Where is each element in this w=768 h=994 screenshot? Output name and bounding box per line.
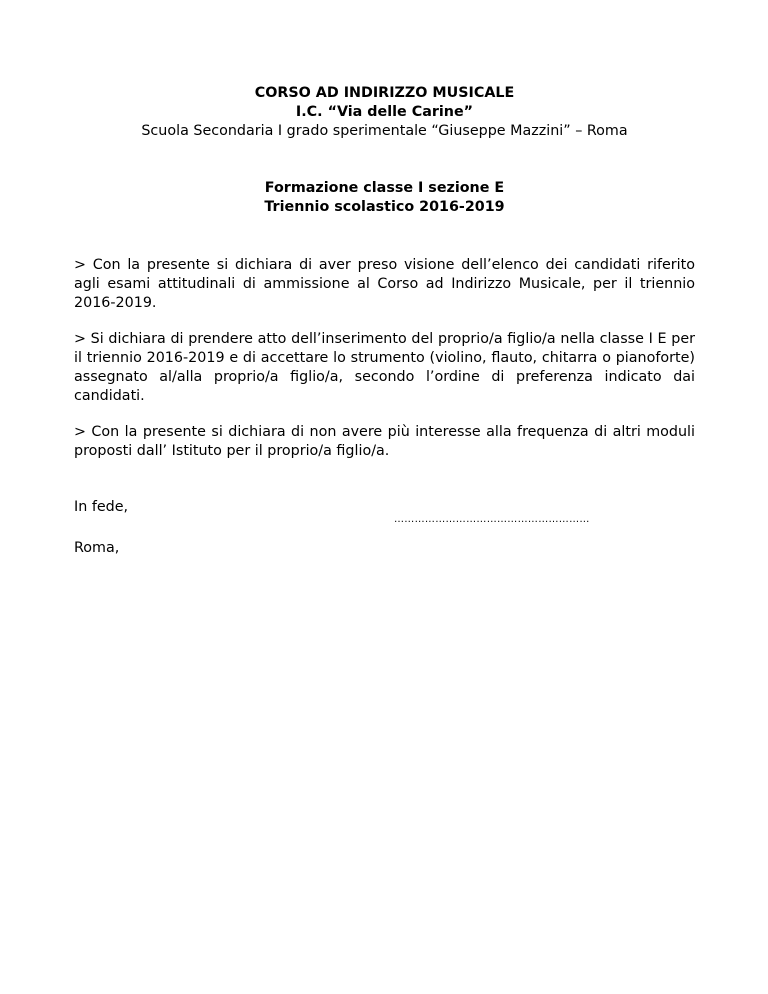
document-title (74, 179, 695, 217)
header-institute-name: I.C. “Via delle Carine” (295, 104, 474, 120)
paragraph-candidates-list: > Con la presente si dichiara di aver preso visione dell’elenco dei candidati riferito agli esami attitudinali di ammissione al Corso ad Indirizzo Musicale, per il triennio 2016-2019. (74, 257, 695, 311)
title-class-formation: Formazione classe I sezione E (264, 180, 505, 196)
title-school-period: Triennio scolastico 2016-2019 (264, 199, 505, 215)
document-page (74, 84, 695, 556)
paragraph-class-assignment: > Si dichiara di prendere atto dell’inserimento del proprio/a figlio/a nella classe I E per il triennio 2016-2019 e di accettare lo strumento (violino, flauto, chitarra o pianoforte) assegnato al/alla proprio/a figlio/a, secondo l’ordine di preferenza indicato dai candidati. (74, 331, 695, 404)
header-school-name: Scuola Secondaria I grado sperimentale “Giuseppe Mazzini” – Roma (141, 123, 628, 139)
place-label: Roma, (74, 540, 120, 556)
paragraph-other-modules: > Con la presente si dichiara di non avere più interesse alla frequenza di altri moduli proposti dall’ Istituto per il proprio/a figlio/a. (74, 424, 695, 459)
header-course-title: CORSO AD INDIRIZZO MUSICALE (254, 85, 515, 101)
closing-text: In fede, (74, 499, 129, 515)
document-header (74, 84, 695, 141)
signature-line: ………………………………………………… (394, 514, 590, 525)
